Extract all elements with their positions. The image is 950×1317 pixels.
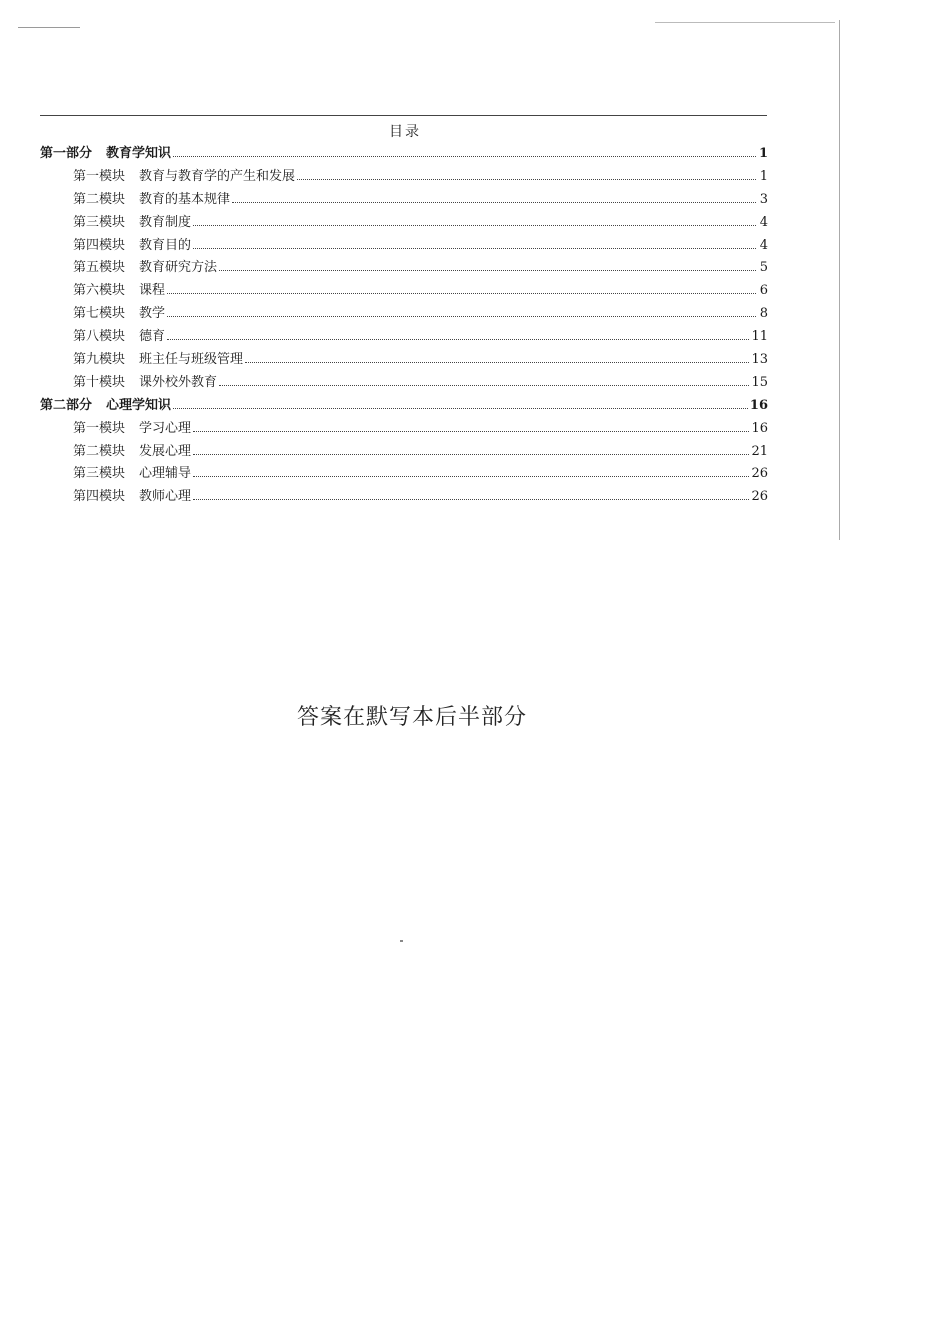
toc-module-row [40, 418, 768, 441]
toc-entry-topic: 心理学知识 [106, 397, 172, 413]
toc-page-number: 6 [759, 283, 768, 299]
toc-entry-topic: 发展心理 [139, 443, 192, 459]
toc-entry-topic: 教育制度 [139, 214, 192, 230]
toc-entry-label: 第四模块 [73, 489, 126, 505]
toc-entry-topic: 教育学知识 [106, 146, 172, 161]
toc-page-number: 4 [759, 237, 768, 253]
toc-page-number: 26 [751, 489, 768, 505]
toc-entry-label: 第十模块 [73, 374, 126, 390]
toc-page-number: 11 [751, 329, 768, 345]
scan-line-right-edge [839, 20, 840, 540]
toc-leader-dots [193, 225, 756, 226]
toc-page-number: 5 [759, 260, 768, 276]
scan-line-top-left [18, 27, 80, 28]
toc-leader-dots [173, 156, 756, 157]
toc-page-number: 3 [759, 191, 768, 207]
toc-entry-label: 第一模块 [73, 420, 126, 436]
toc-leader-dots [193, 454, 749, 455]
toc-entry-label: 第三模块 [73, 214, 126, 230]
toc-module-row [40, 212, 768, 235]
toc-leader-dots [193, 499, 749, 500]
toc-module-row [40, 280, 768, 303]
toc-module-row [40, 463, 768, 486]
toc-entry-label: 第六模块 [73, 283, 126, 299]
toc-entry-topic: 教育目的 [139, 237, 192, 253]
toc-entry-label: 第九模块 [73, 352, 126, 368]
toc-entry-topic: 班主任与班级管理 [139, 352, 244, 368]
toc-page-number: 21 [751, 443, 768, 459]
toc-entry-topic: 教学 [139, 306, 166, 322]
toc-page-number: 1 [758, 146, 768, 161]
header-rule [40, 115, 767, 116]
toc-module-row [40, 166, 768, 189]
toc-title: 目录 [389, 124, 421, 140]
toc-module-row [40, 441, 768, 464]
toc-leader-dots [219, 385, 749, 386]
toc-entry-label: 第二模块 [73, 443, 126, 459]
toc-entry-label: 第一部分 [40, 146, 93, 161]
scan-speck [400, 940, 403, 942]
toc-entry-label: 第八模块 [73, 329, 126, 345]
toc-entry-topic: 学习心理 [139, 420, 192, 436]
toc-module-row [40, 303, 768, 326]
toc-leader-dots [245, 362, 749, 363]
toc-page-number: 15 [751, 374, 768, 390]
toc-page-number: 1 [759, 168, 768, 184]
toc-module-row [40, 349, 768, 372]
scan-line-top-right [655, 22, 835, 23]
toc-part-row [40, 395, 768, 418]
toc-leader-dots [193, 431, 749, 432]
toc-page-number: 13 [751, 352, 768, 368]
toc-module-row [40, 257, 768, 280]
toc-module-row [40, 326, 768, 349]
toc-module-row [40, 235, 768, 258]
toc-entry-label: 第四模块 [73, 237, 126, 253]
toc-entry-label: 第七模块 [73, 306, 126, 322]
toc-entry-label: 第二模块 [73, 191, 126, 207]
table-of-contents [40, 143, 768, 509]
toc-entry-topic: 心理辅导 [139, 466, 192, 482]
toc-page-number: 4 [759, 214, 768, 230]
toc-entry-topic: 教师心理 [139, 489, 192, 505]
toc-leader-dots [167, 316, 756, 317]
toc-part-row [40, 143, 768, 166]
toc-page-number: 16 [751, 420, 768, 436]
toc-entry-topic: 德育 [139, 329, 166, 345]
toc-module-row [40, 189, 768, 212]
toc-page-number: 26 [751, 466, 768, 482]
toc-module-row [40, 486, 768, 509]
toc-leader-dots [232, 202, 756, 203]
toc-leader-dots [193, 248, 756, 249]
toc-page-number: 8 [759, 306, 768, 322]
toc-page-number: 16 [749, 397, 768, 413]
toc-leader-dots [167, 339, 749, 340]
toc-entry-topic: 课外校外教育 [139, 374, 218, 390]
toc-entry-label: 第五模块 [73, 260, 126, 276]
answer-location-note: 答案在默写本后半部分 [296, 705, 527, 730]
toc-entry-label: 第三模块 [73, 466, 126, 482]
toc-entry-topic: 教育与教育学的产生和发展 [139, 168, 296, 184]
toc-leader-dots [167, 293, 756, 294]
toc-leader-dots [193, 476, 749, 477]
toc-leader-dots [297, 179, 756, 180]
toc-leader-dots [219, 270, 756, 271]
toc-entry-topic: 课程 [139, 283, 166, 299]
toc-entry-topic: 教育研究方法 [139, 260, 218, 276]
toc-entry-label: 第一模块 [73, 168, 126, 184]
toc-module-row [40, 372, 768, 395]
toc-entry-label: 第二部分 [40, 397, 93, 413]
toc-leader-dots [173, 408, 748, 409]
toc-entry-topic: 教育的基本规律 [139, 191, 231, 207]
